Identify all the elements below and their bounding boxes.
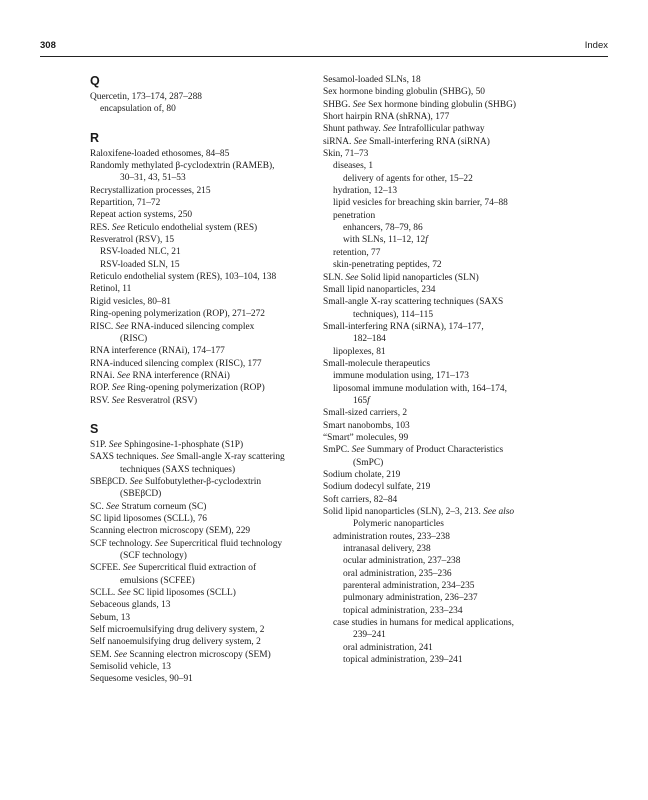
index-entry (90, 358, 330, 370)
entry-text: Repartition, 71–72 (90, 198, 161, 209)
index-entry (90, 624, 330, 636)
index-entry-continuation (90, 575, 330, 587)
entry-text: Sodium dodecyl sulfate, 219 (323, 482, 431, 493)
index-entry (90, 612, 330, 624)
index-entry (90, 636, 330, 648)
entry-text: pulmonary administration, 236–237 (343, 593, 478, 604)
entry-text: Rigid vesicles, 80–81 (90, 296, 171, 307)
index-entry (323, 234, 563, 246)
entry-text: Smart nanobombs, 103 (323, 420, 410, 431)
reference-target: Supercritical fluid extraction of (135, 563, 257, 574)
entry-text: Randomly methylated β-cyclodextrin (RAMEB), (90, 161, 275, 172)
index-entry (90, 160, 330, 172)
index-entry (323, 222, 563, 234)
index-entry (323, 592, 563, 604)
index-entry-continuation (90, 464, 330, 476)
entry-text: RSV-loaded SLN, 15 (100, 259, 180, 270)
entry-text: RSV-loaded NLC, 21 (100, 247, 181, 258)
index-entry (90, 345, 330, 357)
cross-reference: See (161, 452, 175, 463)
entry-text: Small lipid nanoparticles, 234 (323, 284, 436, 295)
entry-text: Polymeric nanoparticles (353, 519, 444, 530)
index-entry (323, 358, 563, 370)
cross-reference: See (115, 321, 129, 332)
entry-text: oral administration, 241 (343, 642, 433, 653)
entry-text: lipid vesicles for breaching skin barrier, 74–88 (333, 198, 508, 209)
index-entry (90, 296, 330, 308)
entry-text: Ring-opening polymerization (ROP), 271–272 (90, 309, 265, 320)
index-entry (90, 395, 330, 407)
entry-text: administration routes, 233–238 (333, 531, 450, 542)
cross-reference: See (353, 136, 367, 147)
index-entry (90, 185, 330, 197)
cross-reference: See (111, 395, 125, 406)
entry-text: S1P. (90, 439, 109, 450)
entry-text: Small-sized carriers, 2 (323, 408, 408, 419)
entry-text: RISC. (90, 321, 116, 332)
section-letter: Q (90, 74, 100, 88)
cross-reference: See (154, 538, 168, 549)
entry-text: SCFEE. (90, 563, 123, 574)
index-entry (90, 513, 330, 525)
index-entry (90, 370, 330, 382)
index-entry (90, 673, 330, 685)
entry-text: Resveratrol (RSV), 15 (90, 235, 175, 246)
entry-text: encapsulation of, 80 (100, 104, 176, 115)
reference-target: Small-interfering RNA (siRNA) (366, 136, 490, 147)
entry-text: Sex hormone binding globulin (SHBG), 50 (323, 87, 485, 98)
entry-text: Sequesome vesicles, 90–91 (90, 674, 193, 685)
entry-text: lipoplexes, 81 (333, 346, 386, 357)
index-entry (323, 86, 563, 98)
reference-target: RNA interference (RNAi) (130, 370, 230, 381)
index-entry (323, 148, 563, 160)
index-entry (90, 209, 330, 221)
entry-text: Sebaceous glands, 13 (90, 600, 171, 611)
index-entry (323, 605, 563, 617)
index-entry (323, 74, 563, 86)
index-entry (90, 451, 330, 463)
entry-text: Self microemulsifying drug delivery system, 2 (90, 625, 265, 636)
entry-text: SmPC. (323, 445, 352, 456)
index-entry-continuation (323, 457, 563, 469)
index-entry (90, 661, 330, 673)
index-entry (90, 439, 330, 451)
running-title: Index (584, 40, 608, 51)
entry-text: enhancers, 78–79, 86 (343, 223, 423, 234)
index-entry (323, 617, 563, 629)
index-entry (323, 111, 563, 123)
header-rule (40, 56, 608, 57)
entry-text: penetration (333, 210, 376, 221)
entry-text: 182–184 (353, 334, 386, 345)
index-entry (90, 476, 330, 488)
entry-text: Semisolid vehicle, 13 (90, 662, 171, 673)
entry-text: intranasal delivery, 238 (343, 544, 431, 555)
index-entry (90, 599, 330, 611)
entry-text: retention, 77 (333, 247, 381, 258)
entry-text: immune modulation using, 171–173 (333, 371, 469, 382)
index-entry (323, 210, 563, 222)
entry-text: SC lipid liposomes (SCLL), 76 (90, 513, 207, 524)
reference-target: Scanning electron microscopy (SEM) (126, 649, 271, 660)
entry-text: techniques (SAXS techniques) (120, 464, 236, 475)
entry-text: SBEβCD. (90, 476, 130, 487)
index-column-right (323, 74, 563, 667)
entry-text: Soft carriers, 82–84 (323, 494, 398, 505)
index-entry (323, 296, 563, 308)
index-entry (90, 259, 330, 271)
reference-target: Sex hormone binding globulin (SHBG) (365, 99, 516, 110)
cross-reference: f (367, 395, 370, 406)
index-entry (323, 123, 563, 135)
index-entry (323, 173, 563, 185)
index-entry (90, 562, 330, 574)
entry-text: case studies in humans for medical applications, (333, 618, 514, 629)
reference-target: Resveratrol (RSV) (124, 395, 198, 406)
index-entry (323, 642, 563, 654)
reference-target: Stratum corneum (SC) (119, 501, 207, 512)
index-entry (323, 432, 563, 444)
index-entry (323, 160, 563, 172)
index-entry (90, 103, 330, 115)
entry-text: 239–241 (353, 630, 386, 641)
reference-target: RNA-induced silencing complex (128, 321, 255, 332)
index-entry (323, 506, 563, 518)
entry-text: Sesamol-loaded SLNs, 18 (323, 75, 421, 85)
entry-text: RES. (90, 222, 112, 233)
cross-reference: See (129, 476, 143, 487)
entry-text: SCF technology. (90, 538, 155, 549)
cross-reference: See (117, 588, 131, 599)
section-letter: R (90, 130, 100, 145)
index-entry (90, 271, 330, 283)
reference-target: Reticulo endothelial system (RES) (124, 222, 258, 233)
entry-text: techniques), 114–115 (353, 309, 434, 320)
entry-text: ocular administration, 237–238 (343, 556, 461, 567)
section-letter: S (90, 421, 99, 436)
index-entry (323, 543, 563, 555)
entry-text: Small-interfering RNA (siRNA), 174–177, (323, 321, 484, 332)
index-entry (90, 525, 330, 537)
reference-target: Intrafollicular pathway (396, 124, 485, 135)
index-entry (323, 185, 563, 197)
reference-target: Ring-opening polymerization (ROP) (124, 383, 265, 394)
entry-text: topical administration, 239–241 (343, 655, 463, 666)
cross-reference: See also (483, 507, 515, 518)
reference-target: Sphingosine-1-phosphate (S1P) (121, 439, 244, 450)
entry-text: parenteral administration, 234–235 (343, 581, 475, 592)
entry-text: RNA-induced silencing complex (RISC), 177 (90, 358, 262, 369)
cross-reference: See (345, 272, 359, 283)
index-entry (323, 531, 563, 543)
index-entry (90, 246, 330, 258)
cross-reference: See (117, 370, 131, 381)
index-entry (90, 587, 330, 599)
index-entry (323, 444, 563, 456)
entry-text: Sebum, 13 (90, 612, 131, 623)
index-entry (323, 99, 563, 111)
entry-text: Retinol, 11 (90, 284, 132, 295)
index-entry (323, 494, 563, 506)
cross-reference: See (113, 649, 127, 660)
entry-text: Repeat action systems, 250 (90, 210, 193, 221)
index-entry (90, 222, 330, 234)
entry-text: liposomal immune modulation with, 164–174, (333, 383, 507, 394)
reference-target: SC lipid liposomes (SCLL) (130, 588, 236, 599)
entry-text: emulsions (SCFEE) (120, 575, 195, 586)
reference-target: Summary of Product Characteristics (364, 445, 504, 456)
entry-text: Self nanoemulsifying drug delivery system, 2 (90, 637, 261, 648)
index-entry (323, 420, 563, 432)
entry-text: RNAi. (90, 370, 118, 381)
index-entry (323, 197, 563, 209)
entry-text: SCLL. (90, 588, 118, 599)
entry-text: Solid lipid nanoparticles (SLN), 2–3, 213. (323, 507, 484, 518)
cross-reference: See (122, 563, 136, 574)
cross-reference: f (425, 235, 428, 246)
index-entry (323, 259, 563, 271)
index-entry (90, 234, 330, 246)
index-entry (90, 501, 330, 513)
index-entry-continuation (323, 395, 563, 407)
entry-text: SEM. (90, 649, 114, 660)
entry-text: (SBEβCD) (120, 489, 162, 500)
entry-text: topical administration, 233–234 (343, 605, 463, 616)
entry-text: delivery of agents for other, 15–22 (343, 173, 473, 184)
entry-text: 30–31, 43, 51–53 (120, 173, 186, 184)
entry-text: with SLNs, 11–12, 12 (343, 235, 426, 246)
index-entry (323, 580, 563, 592)
entry-text: Skin, 71–73 (323, 149, 369, 160)
index-entry (323, 346, 563, 358)
index-entry-continuation (323, 333, 563, 345)
entry-text: skin-penetrating peptides, 72 (333, 260, 442, 271)
index-entry (90, 382, 330, 394)
index-column-left (90, 74, 330, 686)
entry-text: SC. (90, 501, 107, 512)
index-entry-continuation (90, 488, 330, 500)
cross-reference: See (111, 383, 125, 394)
index-entry (90, 308, 330, 320)
index-entry (323, 247, 563, 259)
cross-reference: See (383, 124, 397, 135)
index-entry-continuation (323, 629, 563, 641)
index-entry (323, 370, 563, 382)
index-entry (90, 91, 330, 103)
entry-text: SHBG. (323, 99, 353, 110)
entry-text: oral administration, 235–236 (343, 568, 452, 579)
index-entry (323, 272, 563, 284)
entry-text: siRNA. (323, 136, 354, 147)
cross-reference: See (351, 445, 365, 456)
index-entry (323, 481, 563, 493)
entry-text: ROP. (90, 383, 112, 394)
index-entry-continuation (323, 518, 563, 530)
index-entry (323, 321, 563, 333)
index-entry (323, 284, 563, 296)
cross-reference: See (352, 99, 366, 110)
index-entry-continuation (323, 309, 563, 321)
reference-target: Supercritical fluid technology (167, 538, 283, 549)
index-entry (90, 148, 330, 160)
entry-text: Small-angle X-ray scattering techniques (SAXS (323, 297, 504, 308)
index-entry (323, 654, 563, 666)
index-entry (323, 407, 563, 419)
cross-reference: See (111, 222, 125, 233)
entry-text: SLN. (323, 272, 346, 283)
index-entry (90, 538, 330, 550)
entry-text: SAXS techniques. (90, 452, 162, 463)
cross-reference: See (106, 501, 120, 512)
entry-text: Sodium cholate, 219 (323, 470, 401, 480)
entry-text: Scanning electron microscopy (SEM), 229 (90, 526, 251, 537)
entry-text: “Smart” molecules, 99 (323, 432, 409, 443)
index-entry-continuation (90, 172, 330, 184)
entry-text: Short hairpin RNA (shRNA), 177 (323, 112, 450, 123)
entry-text: hydration, 12–13 (333, 186, 398, 197)
reference-target: Sulfobutylether-β-cyclodextrin (142, 476, 262, 487)
entry-text: (SCF technology) (120, 551, 187, 561)
entry-text: Raloxifene-loaded ethosomes, 84–85 (90, 148, 230, 159)
entry-text: Recrystallization processes, 215 (90, 185, 211, 196)
reference-target: Solid lipid nanoparticles (SLN) (358, 272, 479, 283)
entry-text: RSV. (90, 395, 112, 406)
index-entry (323, 469, 563, 481)
index-entry (90, 283, 330, 295)
page-number: 308 (40, 40, 56, 51)
entry-text: (RISC) (120, 333, 148, 344)
index-entry (323, 383, 563, 395)
index-entry (90, 321, 330, 333)
index-entry (90, 197, 330, 209)
index-entry (323, 568, 563, 580)
cross-reference: See (108, 439, 122, 450)
index-entry (90, 649, 330, 661)
entry-text: (SmPC) (353, 457, 384, 468)
entry-text: diseases, 1 (333, 161, 374, 172)
index-entry-continuation (90, 333, 330, 345)
entry-text: Reticulo endothelial system (RES), 103–104, 138 (90, 272, 277, 283)
entry-text: Quercetin, 173–174, 287–288 (90, 92, 202, 102)
entry-text: Small-molecule therapeutics (323, 358, 430, 369)
index-entry (323, 555, 563, 567)
page-header (40, 40, 608, 54)
index-entry (323, 136, 563, 148)
reference-target: Small-angle X-ray scattering (174, 452, 285, 463)
index-entry-continuation (90, 550, 330, 562)
entry-text: 165 (353, 395, 368, 406)
entry-text: RNA interference (RNAi), 174–177 (90, 346, 225, 357)
entry-text: Shunt pathway. (323, 124, 384, 135)
